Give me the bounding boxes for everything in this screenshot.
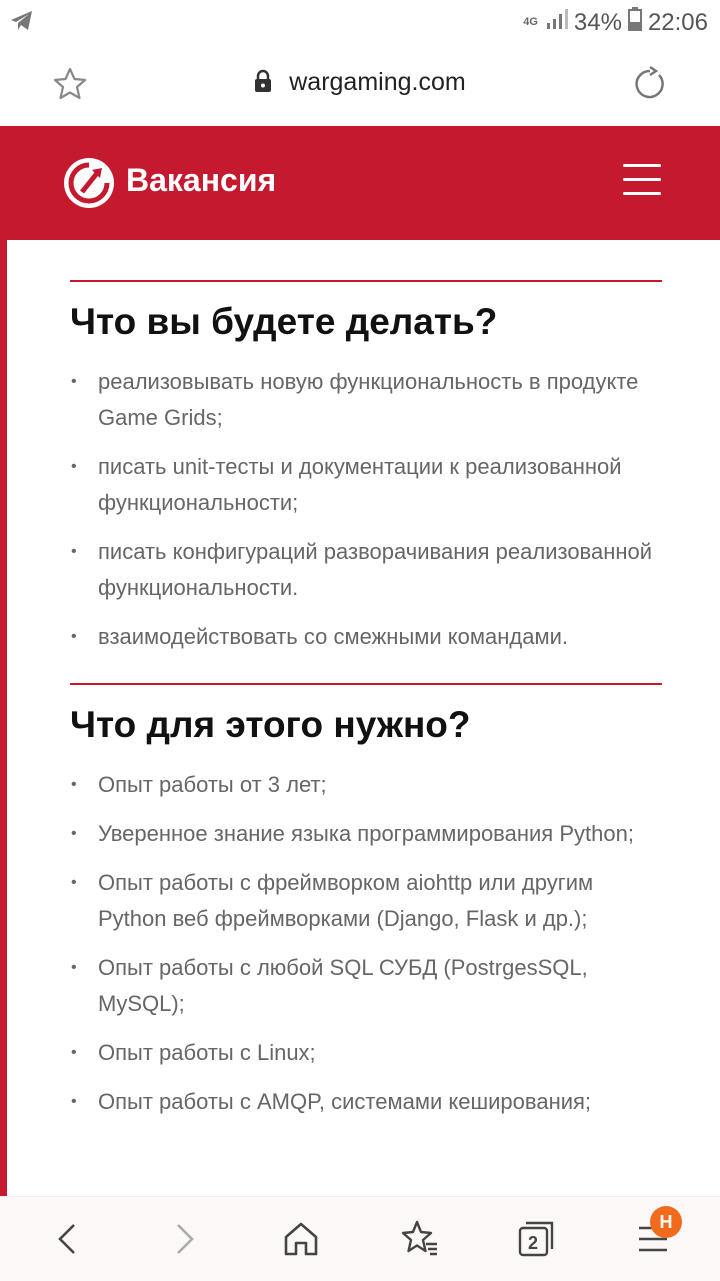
tab-count: 2 <box>527 1233 538 1253</box>
requirements-list <box>70 767 662 1120</box>
back-arrow-icon[interactable] <box>48 1219 88 1259</box>
list-item: • Опыт работы с AMQP, системами кеширования; <box>70 1084 662 1120</box>
vacancy-content <box>70 240 662 1196</box>
address-bar <box>0 46 720 126</box>
battery-icon <box>628 7 642 38</box>
hamburger-menu-icon[interactable] <box>623 164 661 200</box>
status-bar <box>0 0 720 46</box>
list-item: • Опыт работы от 3 лет; <box>70 767 662 803</box>
url-text: wargaming.com <box>289 68 466 96</box>
clock: 22:06 <box>647 8 708 36</box>
page-title: Вакансия <box>126 162 277 198</box>
list-item: • писать unit-тесты и документации к реализованной функциональности; <box>70 449 662 521</box>
duties-list <box>70 364 662 655</box>
list-item: • взаимодействовать со смежными командами. <box>70 619 662 655</box>
list-item: • Уверенное знание языка программирования Python; <box>70 816 662 852</box>
telegram-icon <box>10 10 34 37</box>
browser-bottom-nav <box>0 1196 720 1281</box>
url-field[interactable] <box>0 68 720 97</box>
network-type: 4G <box>523 16 538 28</box>
list-item: • Опыт работы с фреймворком aiohttp или другим Python веб фреймворками (Django, Flask и др.); <box>70 865 662 937</box>
battery-percent: 34% <box>573 8 622 36</box>
accent-stripe <box>0 240 7 1196</box>
bookmarks-icon[interactable] <box>400 1219 440 1259</box>
tabs-button[interactable] <box>516 1219 556 1259</box>
site-header <box>0 126 720 240</box>
wargaming-logo-icon[interactable] <box>62 156 116 210</box>
menu-notification-badge: H <box>650 1206 682 1238</box>
lock-icon <box>254 69 272 93</box>
forward-arrow-icon[interactable] <box>164 1219 204 1259</box>
section-divider <box>70 683 662 685</box>
list-item: • Опыт работы с Linux; <box>70 1035 662 1071</box>
section-divider <box>70 280 662 282</box>
section-title-requirements: Что для этого нужно? <box>70 704 471 745</box>
list-item: • Опыт работы с любой SQL СУБД (PostrgesSQL, MySQL); <box>70 950 662 1022</box>
signal-icon <box>546 8 568 37</box>
section-title-duties: Что вы будете делать? <box>70 301 498 342</box>
list-item: • писать конфигураций разворачивания реализованной функциональности. <box>70 534 662 606</box>
home-icon[interactable] <box>281 1219 321 1259</box>
reload-icon[interactable] <box>632 66 668 107</box>
list-item: • реализовывать новую функциональность в продукте Game Grids; <box>70 364 662 436</box>
